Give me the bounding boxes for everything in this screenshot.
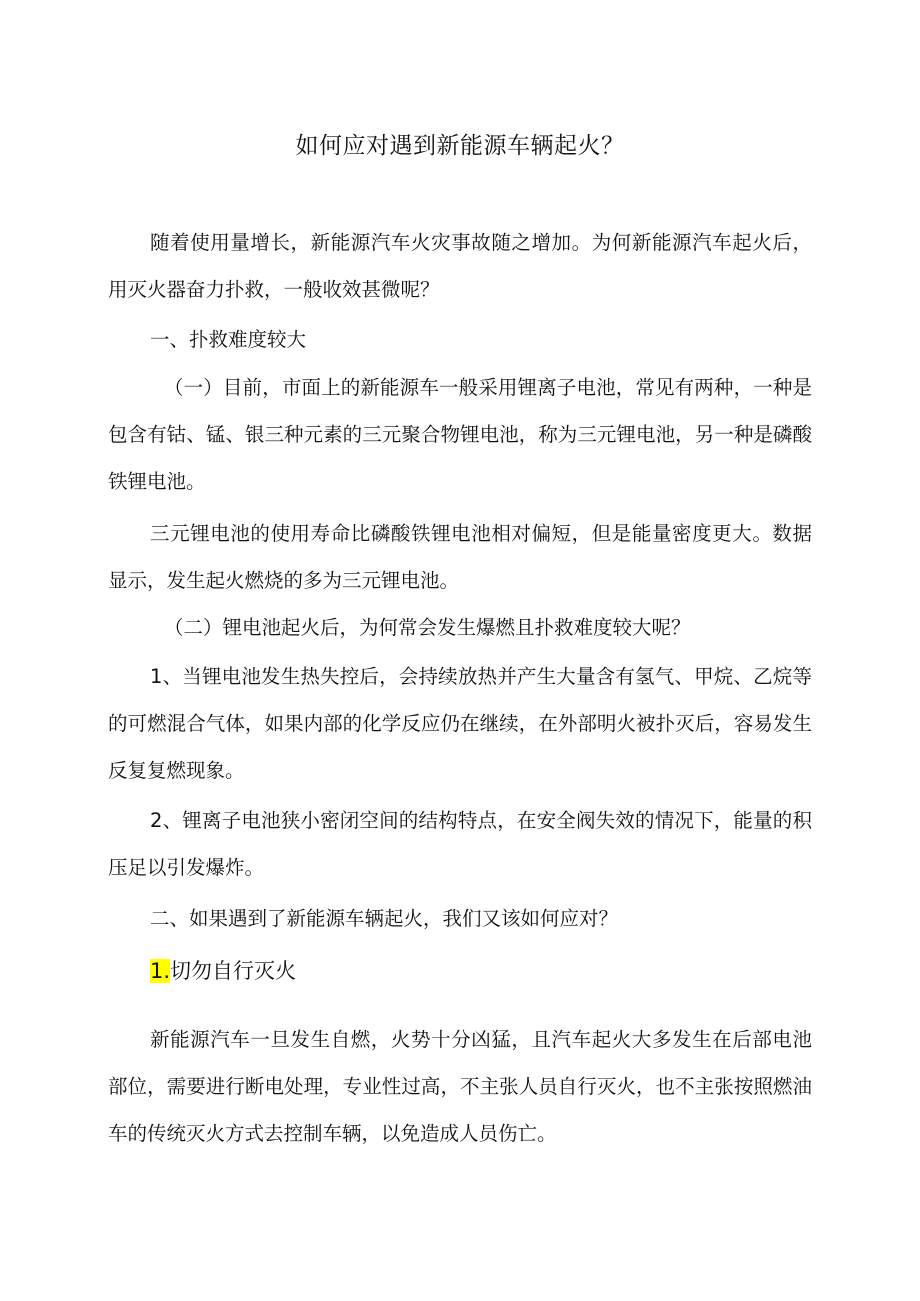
intro-paragraph: 随着使用量增长，新能源汽车火灾事故随之增加。为何新能源汽车起火后，用灭火器奋力扑救，一般收效甚微呢？ [108, 231, 812, 301]
section2-heading: 二、如果遇到了新能源车辆起火，我们又该如何应对？ [150, 907, 619, 930]
step1-paragraph: 新能源汽车一旦发生自燃，火势十分凶猛，且汽车起火大多发生在后部电池部位，需要进行断电处理，专业性过高，不主张人员自行灭火，也不主张按照燃油车的传统灭火方式去控制车辆，以免造成人员伤亡。 [108, 1028, 812, 1145]
step1-heading [150, 956, 296, 987]
section1-sub2-heading: （二）锂电池起火后，为何常会发生爆燃且扑救难度较大呢？ [164, 616, 691, 639]
point2-paragraph: 2、锂离子电池狭小密闭空间的结构特点，在安全阀失效的情况下，能量的积压足以引发爆炸。 [108, 809, 812, 879]
step1-number-highlight: 1. [150, 959, 171, 983]
section1-heading: 一、扑救难度较大 [150, 328, 307, 351]
document-title: 如何应对遇到新能源车辆起火？ [295, 133, 625, 159]
point1-paragraph: 1、当锂电池发生热失控后，会持续放热并产生大量含有氢气、甲烷、乙烷等的可燃混合气体，如果内部的化学反应仍在继续，在外部明火被扑灭后，容易发生反复复燃现象。 [108, 665, 812, 782]
section1-sub1-paragraph: （一）目前，市面上的新能源车一般采用锂离子电池，常见有两种，一种是包含有钴、锰、银三种元素的三元聚合物锂电池，称为三元锂电池，另一种是磷酸铁锂电池。 [108, 376, 812, 493]
section1-followup-paragraph: 三元锂电池的使用寿命比磷酸铁锂电池相对偏短，但是能量密度更大。数据显示，发生起火燃烧的多为三元锂电池。 [108, 522, 812, 592]
step1-title: 切勿自行灭火 [170, 959, 297, 983]
